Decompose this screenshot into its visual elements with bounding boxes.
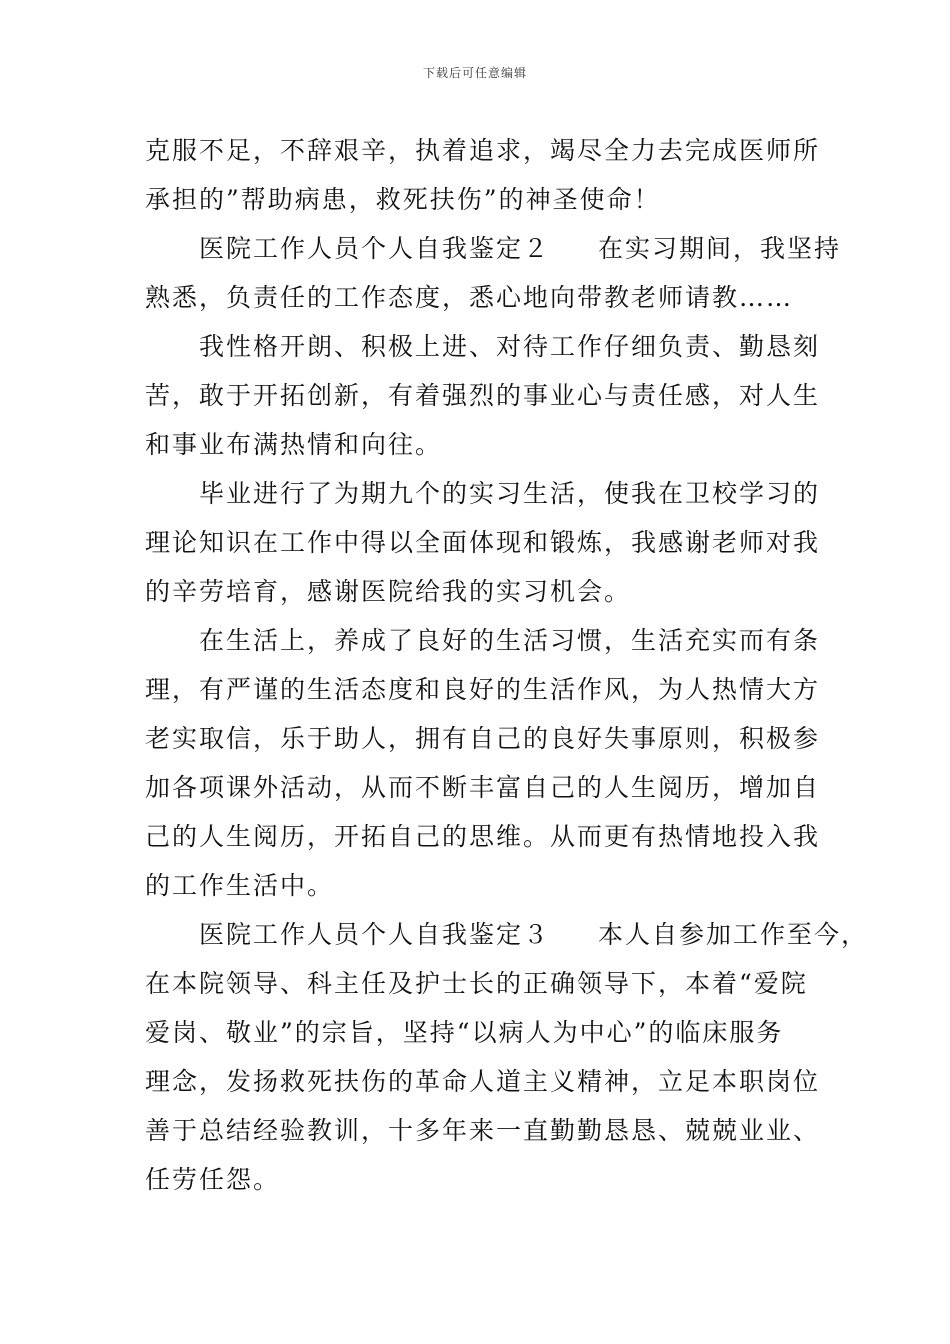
text-line: 爱岗、敬业”的宗旨，坚持“以病人为中心”的临床服务 — [145, 1018, 784, 1047]
text-fragment: 在实习期间，我坚持 — [598, 234, 842, 263]
text-line: 理，有严谨的生活态度和良好的生活作风，为人热情大方 — [145, 675, 821, 704]
paragraph — [145, 910, 869, 1204]
text-line: 克服不足，不辞艰辛，执着追求，竭尽全力去完成医师所 — [145, 136, 821, 165]
text-line — [145, 224, 842, 273]
text-line — [145, 910, 869, 959]
text-line: 我性格开朗、积极上进、对待工作仔细负责、勤恳刻 — [199, 332, 821, 361]
text-line: 善于总结经验教训，十多年来一直勤勤恳恳、兢兢业业、 — [145, 1116, 821, 1145]
paragraph — [145, 469, 821, 616]
section-heading: 医院工作人员个人自我鉴定２ — [199, 234, 551, 263]
text-line: 毕业进行了为期九个的实习生活，使我在卫校学习的 — [199, 479, 821, 508]
text-line: 熟悉，负责任的工作态度，悉心地向带教老师请教…… — [145, 283, 794, 312]
paragraph — [145, 616, 821, 910]
text-line: 老实取信，乐于助人，拥有自己的良好失事原则，积极参 — [145, 724, 821, 753]
paragraph — [145, 126, 821, 224]
text-line: 理论知识在工作中得以全面体现和锻炼，我感谢老师对我 — [145, 528, 821, 557]
text-line: 己的人生阅历，开拓自己的思维。从而更有热情地投入我 — [145, 822, 821, 851]
document-body — [145, 126, 869, 1204]
text-fragment: 本人自参加工作至今， — [598, 920, 869, 949]
text-line: 理念，发扬救死扶伤的革命人道主义精神，立足本职岗位 — [145, 1067, 821, 1096]
text-line: 的辛劳培育，感谢医院给我的实习机会。 — [145, 577, 632, 606]
paragraph — [145, 322, 821, 469]
text-line: 加各项课外活动，从而不断丰富自己的人生阅历，增加自 — [145, 773, 821, 802]
text-line: 承担的”帮助病患，救死扶伤”的神圣使命！ — [145, 185, 661, 214]
paragraph — [145, 224, 842, 322]
text-line: 在生活上，养成了良好的生活习惯，生活充实而有条 — [199, 626, 821, 655]
text-line: 在本院领导、科主任及护士长的正确领导下，本着“爱院 — [145, 969, 808, 998]
section-heading: 医院工作人员个人自我鉴定３ — [199, 920, 551, 949]
text-line: 任劳任怨。 — [145, 1165, 281, 1194]
text-line: 的工作生活中。 — [145, 871, 335, 900]
page-header: 下载后可任意编辑 — [422, 66, 527, 80]
text-line: 苦，敢于开拓创新，有着强烈的事业心与责任感，对人生 — [145, 381, 821, 410]
text-line: 和事业布满热情和向往。 — [145, 430, 443, 459]
